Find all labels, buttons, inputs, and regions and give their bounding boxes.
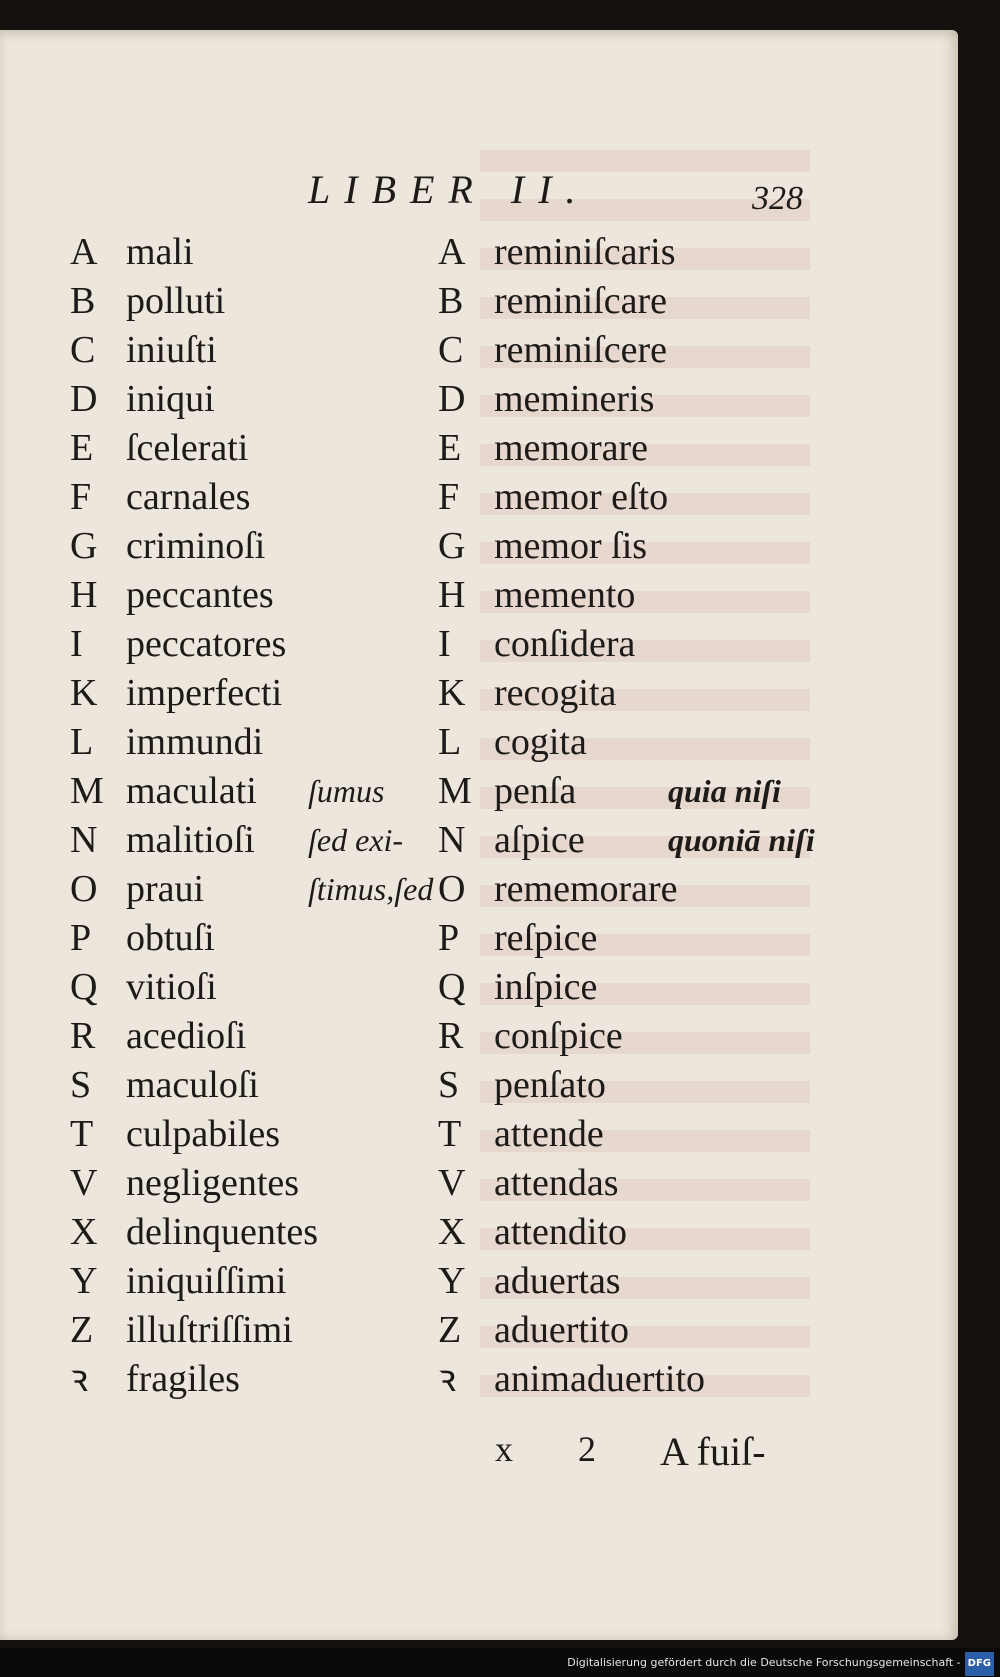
- list-row: [438, 963, 838, 1012]
- row-word: penſa: [494, 770, 577, 812]
- margin-note: ſtimus,ſed: [308, 871, 434, 907]
- row-word: iniuſti: [126, 329, 217, 371]
- row-letter: G: [70, 525, 98, 567]
- row-letter: ꝛ: [438, 1358, 457, 1400]
- list-row: [438, 375, 838, 424]
- row-letter: E: [70, 427, 94, 469]
- row-word: maculoſi: [126, 1064, 259, 1106]
- row-word: maculati: [126, 770, 257, 812]
- row-word: inſpice: [494, 966, 598, 1008]
- margin-note: ſumus: [308, 773, 385, 809]
- row-word: mali: [126, 231, 194, 273]
- row-word: iniquiſſimi: [126, 1260, 287, 1302]
- row-letter: K: [438, 672, 466, 714]
- row-letter: F: [438, 476, 460, 518]
- list-row: [438, 473, 838, 522]
- list-row: [438, 1355, 838, 1404]
- list-row: [438, 718, 838, 767]
- list-row: [438, 914, 838, 963]
- row-word: reminiſcaris: [494, 231, 676, 273]
- list-row: [70, 767, 490, 816]
- row-letter: Q: [70, 966, 98, 1008]
- list-row: [438, 1012, 838, 1061]
- list-row: [438, 1110, 838, 1159]
- dfg-logo-icon: DFG: [965, 1652, 994, 1676]
- credit-text: Digitalisierung gefördert durch die Deutsche Forschungsgemeinschaft -: [567, 1656, 961, 1669]
- row-letter: I: [70, 623, 83, 665]
- list-row: [70, 326, 490, 375]
- row-letter: B: [438, 280, 464, 322]
- row-letter: S: [438, 1064, 460, 1106]
- row-letter: D: [70, 378, 98, 420]
- list-row: [438, 326, 838, 375]
- row-word: animaduertito: [494, 1358, 706, 1400]
- row-word: reſpice: [494, 917, 598, 959]
- row-letter: X: [438, 1211, 466, 1253]
- row-letter: I: [438, 623, 451, 665]
- row-word: attende: [494, 1113, 604, 1155]
- row-word: vitioſi: [126, 966, 217, 1008]
- row-letter: D: [438, 378, 466, 420]
- row-letter: Y: [70, 1260, 98, 1302]
- row-letter: M: [70, 770, 104, 812]
- row-letter: F: [70, 476, 92, 518]
- page-header: [0, 166, 958, 226]
- list-row: [438, 669, 838, 718]
- row-word: attendito: [494, 1211, 627, 1253]
- row-letter: P: [438, 917, 460, 959]
- list-row: [438, 1159, 838, 1208]
- list-row: [438, 571, 838, 620]
- row-letter: T: [438, 1113, 462, 1155]
- list-row: [70, 1110, 490, 1159]
- row-letter: Q: [438, 966, 466, 1008]
- row-word: conſidera: [494, 623, 636, 665]
- row-word: reminiſcere: [494, 329, 668, 371]
- list-row: [70, 473, 490, 522]
- row-letter: B: [70, 280, 96, 322]
- row-word: rememorare: [494, 868, 678, 910]
- row-word: praui: [126, 868, 205, 910]
- row-letter: M: [438, 770, 472, 812]
- row-letter: L: [70, 721, 94, 763]
- list-row: [70, 718, 490, 767]
- list-row: [70, 865, 490, 914]
- row-word: cogita: [494, 721, 587, 763]
- digitization-credit: [567, 1651, 994, 1675]
- row-letter: C: [438, 329, 464, 371]
- margin-note: quoniā niſi: [668, 822, 815, 858]
- list-row: [70, 277, 490, 326]
- row-letter: H: [438, 574, 466, 616]
- running-title: LIBER II.: [308, 167, 590, 212]
- list-row: [70, 816, 490, 865]
- catchword: A fuiſ-: [660, 1429, 766, 1474]
- row-word: memorare: [494, 427, 649, 469]
- list-row: [70, 1355, 490, 1404]
- list-row: [70, 571, 490, 620]
- list-row: [70, 424, 490, 473]
- row-word: aſpice: [494, 819, 585, 861]
- row-letter: N: [438, 819, 466, 861]
- row-letter: G: [438, 525, 466, 567]
- row-letter: R: [438, 1015, 464, 1057]
- list-row: [70, 1257, 490, 1306]
- list-row: [70, 914, 490, 963]
- row-letter: V: [438, 1162, 466, 1204]
- row-word: memor eſto: [494, 476, 669, 518]
- row-word: aduertas: [494, 1260, 621, 1302]
- row-letter: P: [70, 917, 92, 959]
- row-word: delinquentes: [126, 1211, 319, 1253]
- row-word: iniqui: [126, 378, 215, 420]
- row-letter: L: [438, 721, 462, 763]
- row-word: memineris: [494, 378, 655, 420]
- list-row: [70, 375, 490, 424]
- list-row: [438, 1208, 838, 1257]
- list-row: [70, 963, 490, 1012]
- list-row: [70, 1208, 490, 1257]
- row-word: fragiles: [126, 1358, 240, 1400]
- margin-note: ſed exi-: [308, 822, 404, 858]
- row-letter: T: [70, 1113, 94, 1155]
- row-word: malitioſi: [126, 819, 255, 861]
- list-row: [70, 620, 490, 669]
- list-row: [70, 1012, 490, 1061]
- row-letter: A: [70, 231, 98, 273]
- row-letter: V: [70, 1162, 98, 1204]
- list-row: [438, 767, 838, 816]
- row-word: attendas: [494, 1162, 619, 1204]
- row-word: carnales: [126, 476, 251, 518]
- row-letter: Y: [438, 1260, 466, 1302]
- list-row: [438, 1257, 838, 1306]
- row-letter: O: [70, 868, 98, 910]
- list-row: [70, 228, 490, 277]
- row-letter: Z: [70, 1309, 94, 1351]
- list-row: [438, 1061, 838, 1110]
- row-word: acedioſi: [126, 1015, 247, 1057]
- list-row: [438, 424, 838, 473]
- signature-mark: x 2: [495, 1429, 624, 1469]
- row-word: memento: [494, 574, 636, 616]
- row-letter: S: [70, 1064, 92, 1106]
- row-letter: E: [438, 427, 462, 469]
- row-word: recogita: [494, 672, 617, 714]
- row-word: penſato: [494, 1064, 606, 1106]
- row-word: ſcelerati: [126, 427, 249, 469]
- row-letter: C: [70, 329, 96, 371]
- list-row: [438, 522, 838, 571]
- list-row: [70, 1306, 490, 1355]
- row-letter: H: [70, 574, 98, 616]
- list-row: [438, 620, 838, 669]
- row-word: imperfecti: [126, 672, 283, 714]
- row-letter: ꝛ: [70, 1358, 89, 1400]
- row-letter: A: [438, 231, 466, 273]
- row-word: polluti: [126, 280, 226, 322]
- row-word: obtuſi: [126, 917, 215, 959]
- list-row: [70, 1159, 490, 1208]
- row-word: conſpice: [494, 1015, 623, 1057]
- row-word: criminoſi: [126, 525, 266, 567]
- list-row: [438, 277, 838, 326]
- row-letter: R: [70, 1015, 96, 1057]
- row-word: negligentes: [126, 1162, 300, 1204]
- list-row: [438, 228, 838, 277]
- row-word: peccatores: [126, 623, 287, 665]
- row-letter: K: [70, 672, 98, 714]
- row-letter: O: [438, 868, 466, 910]
- list-row: [70, 522, 490, 571]
- margin-note: quia niſi: [668, 773, 781, 809]
- list-row: [70, 1061, 490, 1110]
- row-word: aduertito: [494, 1309, 630, 1351]
- row-word: immundi: [126, 721, 264, 763]
- row-word: memor ſis: [494, 525, 648, 567]
- right-column: [438, 228, 838, 1404]
- row-letter: X: [70, 1211, 98, 1253]
- list-row: [70, 669, 490, 718]
- row-word: reminiſcare: [494, 280, 668, 322]
- left-column: [70, 228, 490, 1404]
- page-number: 328: [752, 180, 803, 217]
- list-row: [438, 816, 838, 865]
- page-footer: [0, 1428, 958, 1488]
- row-word: peccantes: [126, 574, 274, 616]
- list-row: [438, 865, 838, 914]
- row-letter: Z: [438, 1309, 462, 1351]
- list-row: [438, 1306, 838, 1355]
- row-word: culpabiles: [126, 1113, 281, 1155]
- row-word: illuſtriſſimi: [126, 1309, 293, 1351]
- book-page: [0, 30, 958, 1640]
- row-letter: N: [70, 819, 98, 861]
